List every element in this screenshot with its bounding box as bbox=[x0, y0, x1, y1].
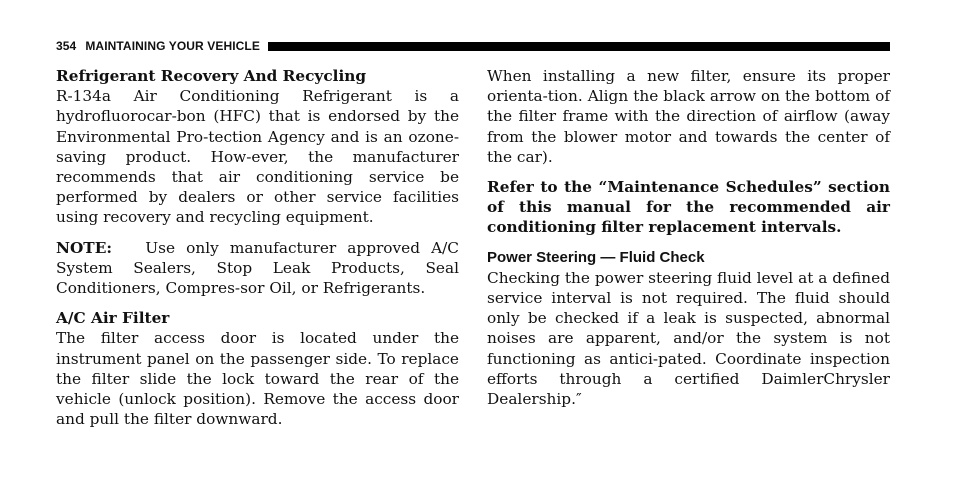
header-rule bbox=[268, 42, 890, 51]
steering-text: Checking the power steering fluid level at a defined service interval is not required. The fluid should only be checked if a leak is suspected, abnormal noises are apparent, and/or the system is not functioning as antici-pated. Coordinate inspection efforts through a certified DaimlerChrysler Dealership.″ bbox=[487, 268, 890, 409]
left-column bbox=[56, 66, 459, 439]
right-column bbox=[487, 66, 890, 419]
page-header bbox=[56, 38, 890, 54]
refer-paragraph: Refer to the “Maintenance Schedules” section of this manual for the recommended air conditioning filter replacement intervals. bbox=[487, 178, 890, 237]
note-text: Use only manufacturer approved A/C System Sealers, Stop Leak Products, Seal Conditioners, Compres-sor Oil, or Refrigerants. bbox=[56, 238, 460, 298]
refrigerant-text: R-134a Air Conditioning Refrigerant is a hydrofluorocar-bon (HFC) that is endorsed by the Environmental Pro-tection Agency and is an ozone-saving product. How-ever, the manufacturer recommends that air conditioning service be performed by dealers or other service facilities using recovery and recycling equipment. bbox=[56, 87, 459, 227]
install-paragraph: When installing a new filter, ensure its proper orienta-tion. Align the black arrow on the bottom of the filter frame with the direction of airflow (away from the blower motor and towards the center of the car). bbox=[487, 67, 890, 166]
steering-section bbox=[487, 248, 890, 410]
steering-heading: Power Steering — Fluid Check bbox=[487, 248, 705, 266]
refrigerant-heading: Refrigerant Recovery And Recycling bbox=[56, 67, 367, 85]
filter-heading: A/C Air Filter bbox=[56, 309, 170, 328]
page-number: 354 bbox=[56, 39, 77, 53]
note-label: NOTE: bbox=[56, 238, 112, 257]
section-title: MAINTAINING YOUR VEHICLE bbox=[85, 39, 260, 53]
filter-text: The filter access door is located under the instrument panel on the passenger side. To replace the filter slide the lock toward the rear of the vehicle (unlock position). Remove the access door and pull the filter downward. bbox=[56, 329, 459, 429]
note-paragraph bbox=[56, 238, 459, 299]
refrigerant-section bbox=[56, 66, 459, 228]
filter-section bbox=[56, 308, 459, 429]
